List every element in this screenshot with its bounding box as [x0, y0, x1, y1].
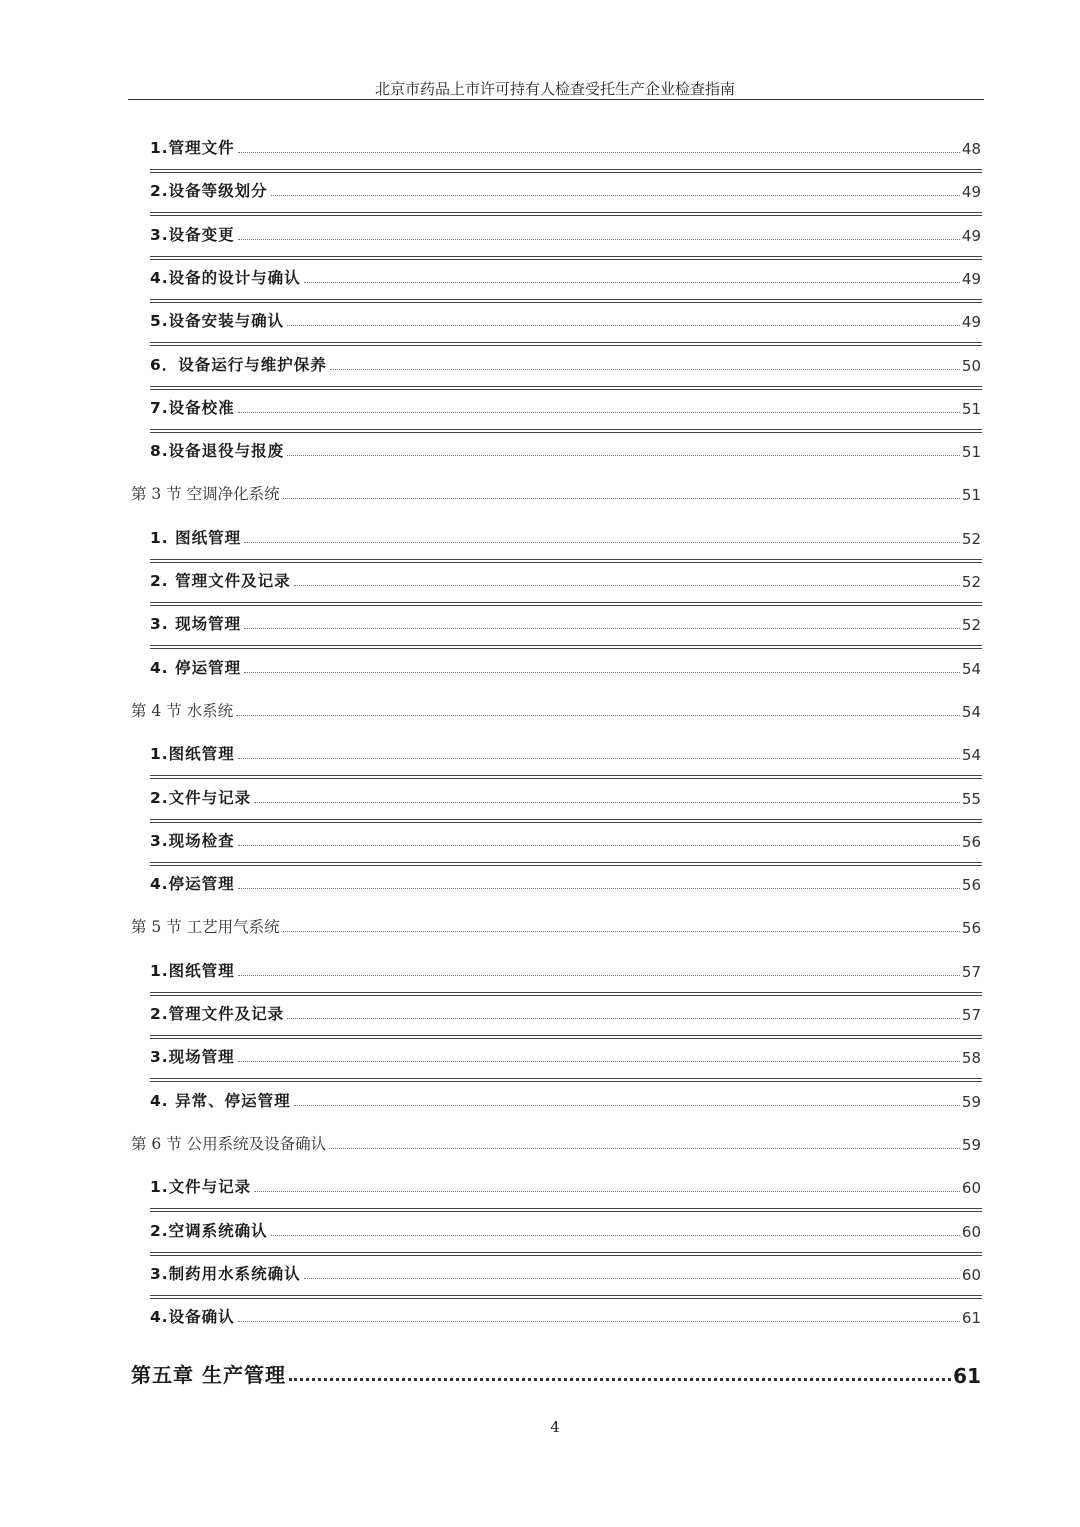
toc-entry-10[interactable]: [150, 524, 981, 548]
double-rule-divider: [150, 1208, 982, 1212]
dot-leader: [238, 1061, 960, 1062]
dot-leader: [238, 152, 960, 153]
toc-entry-14[interactable]: [131, 697, 981, 721]
toc-entry-page: 60: [961, 1179, 981, 1198]
document-title: 北京市药品上市许可持有人检查受托生产企业检查指南: [374, 80, 735, 98]
toc-entry-page: 60: [961, 1265, 981, 1284]
double-rule-divider: [150, 386, 982, 390]
toc-entry-label: 第 6 节 公用系统及设备确认: [131, 1134, 327, 1153]
toc-entry-page: 56: [961, 876, 981, 895]
toc-entry-label: 2.空调系统确认: [150, 1221, 268, 1240]
dot-leader: [244, 542, 960, 543]
toc-entry-page: 50: [961, 356, 981, 375]
toc-entry-page: 60: [961, 1222, 981, 1241]
toc-entry-19[interactable]: [131, 913, 981, 937]
dot-leader: [254, 802, 960, 803]
toc-entry-page: 59: [961, 1092, 981, 1111]
toc-entry-page: 49: [961, 226, 981, 245]
toc-entry-label: 1.管理文件: [150, 139, 235, 157]
dot-leader: [304, 1278, 960, 1279]
toc-entry-page: 57: [961, 1006, 981, 1024]
toc-entry-label: 5.设备安装与确认: [150, 312, 285, 331]
toc-entry-17[interactable]: [150, 827, 981, 851]
toc-entry-page: 61: [961, 1309, 981, 1328]
toc-entry-label: 4.设备的设计与确认: [150, 268, 301, 287]
toc-entry-label: 第 3 节 空调净化系统: [131, 485, 280, 504]
toc-entry-page: 52: [961, 529, 981, 548]
toc-entry-label: 1.文件与记录: [150, 1178, 252, 1197]
toc-entry-page: 56: [961, 919, 981, 938]
toc-entry-label: 3.制药用水系统确认: [150, 1264, 301, 1283]
dot-leader: [287, 455, 960, 456]
dot-leader: [283, 931, 960, 932]
toc-entry-label: 第 5 节 工艺用气系统: [131, 918, 280, 937]
toc-entry-label: 4.设备确认: [150, 1308, 235, 1327]
toc-entry-page: 52: [961, 616, 981, 635]
toc-entry-label: 4.停运管理: [150, 875, 235, 894]
toc-entry-12[interactable]: [150, 610, 981, 634]
toc-entry-label: 3.现场检查: [150, 831, 235, 850]
dot-leader: [289, 1378, 951, 1381]
toc-entry-label: 3. 现场管理: [150, 615, 242, 634]
double-rule-divider: [150, 429, 982, 433]
double-rule-divider: [150, 819, 982, 823]
dot-leader: [254, 1191, 960, 1192]
toc-entry-label: 2.设备等级划分: [150, 182, 268, 201]
dot-leader: [329, 1148, 960, 1149]
toc-entry-29[interactable]: [131, 1358, 981, 1388]
dot-leader: [238, 1321, 960, 1322]
toc-entry-7[interactable]: [150, 394, 981, 418]
double-rule-divider: [150, 169, 982, 173]
toc-entry-3[interactable]: [150, 221, 981, 245]
toc-entry-label: 3.现场管理: [150, 1048, 235, 1067]
toc-entry-label: 7.设备校准: [150, 398, 235, 417]
toc-entry-21[interactable]: [150, 1000, 981, 1024]
toc-entry-27[interactable]: [150, 1260, 981, 1284]
dot-leader: [330, 369, 960, 370]
toc-entry-page: 56: [961, 832, 981, 851]
page-number: 4: [550, 1418, 560, 1436]
double-rule-divider: [150, 775, 982, 779]
double-rule-divider: [150, 342, 982, 346]
toc-entry-28[interactable]: [150, 1303, 981, 1327]
dot-leader: [244, 672, 960, 673]
double-rule-divider: [150, 559, 982, 563]
toc-entry-15[interactable]: [150, 740, 981, 764]
toc-entry-label: 2.文件与记录: [150, 788, 252, 807]
toc-entry-label: 2.管理文件及记录: [150, 1005, 285, 1023]
toc-entry-label: 第 4 节 水系统: [131, 701, 234, 720]
dot-leader: [304, 282, 960, 283]
toc-entry-page: 51: [961, 399, 981, 418]
dot-leader: [238, 412, 960, 413]
toc-entry-page: 54: [961, 659, 981, 678]
toc-entry-page: 48: [961, 140, 981, 158]
toc-entry-label: 4. 停运管理: [150, 658, 242, 677]
toc-entry-9[interactable]: [131, 480, 981, 504]
dot-leader: [271, 1235, 960, 1236]
dot-leader: [244, 628, 960, 629]
toc-entry-22[interactable]: [150, 1043, 981, 1067]
dot-leader: [238, 239, 960, 240]
toc-entry-label: 2. 管理文件及记录: [150, 572, 291, 590]
toc-entry-11[interactable]: [150, 567, 981, 591]
double-rule-divider: [150, 1035, 982, 1039]
toc-entry-page: 52: [961, 573, 981, 591]
toc-entry-13[interactable]: [150, 654, 981, 678]
toc-entry-label: 第五章 生产管理: [131, 1363, 286, 1388]
toc-entry-page: 57: [961, 962, 981, 981]
toc-entry-23[interactable]: [150, 1087, 981, 1111]
toc-entry-label: 1. 图纸管理: [150, 528, 242, 547]
toc-entry-label: 6．设备运行与维护保养: [150, 355, 327, 374]
double-rule-divider: [150, 1078, 982, 1082]
dot-leader: [287, 1018, 960, 1019]
toc-entry-20[interactable]: [150, 957, 981, 981]
toc-entry-4[interactable]: [150, 264, 981, 288]
toc-entry-label: 1.图纸管理: [150, 745, 235, 764]
toc-entry-page: 59: [961, 1135, 981, 1154]
toc-entry-page: 51: [961, 443, 981, 462]
toc-entry-18[interactable]: [150, 870, 981, 894]
toc-entry-label: 1.图纸管理: [150, 961, 235, 980]
toc-entry-16[interactable]: [150, 784, 981, 808]
toc-entry-8[interactable]: [150, 437, 981, 461]
toc-entry-page: 54: [961, 702, 981, 721]
toc-entry-24[interactable]: [131, 1130, 981, 1154]
toc-entry-25[interactable]: [150, 1173, 981, 1197]
toc-entry-2[interactable]: [150, 177, 981, 201]
double-rule-divider: [150, 862, 982, 866]
dot-leader: [283, 498, 960, 499]
toc-entry-26[interactable]: [150, 1217, 981, 1241]
double-rule-divider: [150, 1295, 982, 1299]
double-rule-divider: [150, 1252, 982, 1256]
dot-leader: [238, 888, 960, 889]
double-rule-divider: [150, 602, 982, 606]
dot-leader: [271, 195, 960, 196]
toc-entry-6[interactable]: [150, 351, 981, 375]
double-rule-divider: [150, 299, 982, 303]
double-rule-divider: [150, 645, 982, 649]
toc-entry-label: 8.设备退役与报废: [150, 442, 285, 461]
dot-leader: [238, 975, 960, 976]
dot-leader: [287, 325, 960, 326]
toc-entry-label: 3.设备变更: [150, 225, 235, 244]
double-rule-divider: [150, 212, 982, 216]
toc-entry-page: 58: [961, 1049, 981, 1068]
toc-entry-page: 49: [961, 313, 981, 332]
toc-entry-page: 54: [961, 746, 981, 765]
dot-leader: [294, 585, 960, 586]
double-rule-divider: [150, 256, 982, 260]
toc-entry-5[interactable]: [150, 307, 981, 331]
toc-entry-label: 4. 异常、停运管理: [150, 1091, 291, 1110]
toc-entry-page: 49: [961, 183, 981, 202]
toc-entry-1[interactable]: [150, 134, 981, 158]
toc-entry-page: 55: [961, 789, 981, 808]
dot-leader: [236, 715, 960, 716]
toc-entry-page: 61: [953, 1364, 981, 1389]
toc-entry-page: 49: [961, 269, 981, 288]
double-rule-divider: [150, 992, 982, 996]
dot-leader: [238, 845, 960, 846]
dot-leader: [238, 758, 960, 759]
dot-leader: [294, 1105, 960, 1106]
toc-entry-page: 51: [961, 486, 981, 505]
